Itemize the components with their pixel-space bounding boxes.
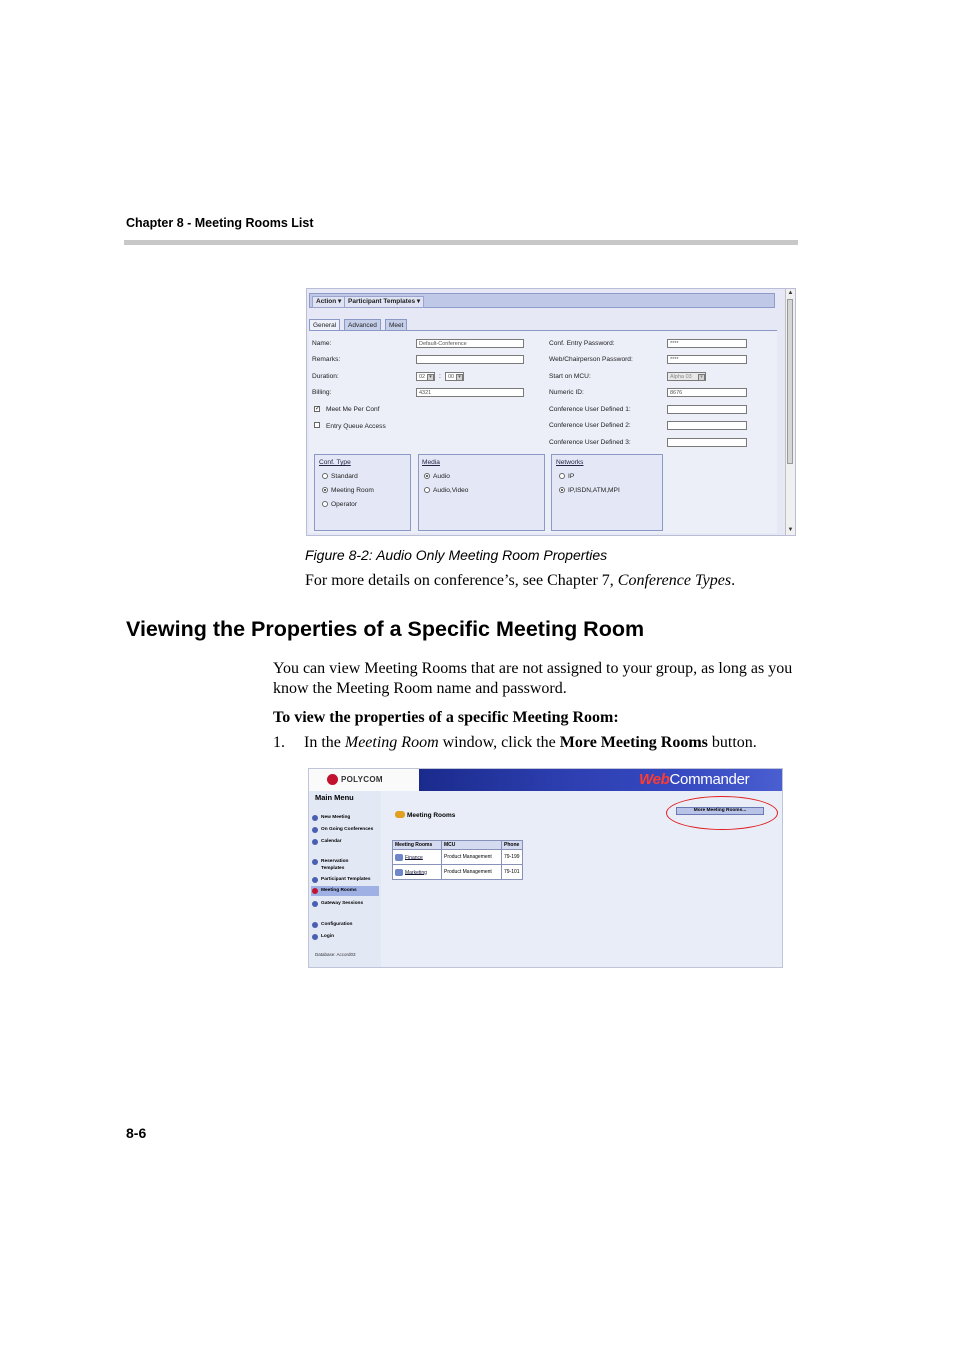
conf-type-title: Conf. Type (319, 459, 351, 466)
menu-bullet-icon (312, 934, 318, 940)
meeting-rooms-table (392, 840, 523, 880)
title-band (419, 769, 783, 791)
name-label: Name: (312, 340, 332, 347)
menu-item-new-meeting[interactable]: New Meeting (311, 813, 379, 823)
name-field[interactable]: Default-Conference (416, 339, 524, 348)
menu-bullet-icon (312, 839, 318, 845)
menu-participant-templates[interactable]: Participant Templates ▾ (344, 296, 424, 308)
page-number: 8-6 (126, 1125, 147, 1141)
polycom-logo: POLYCOM (309, 769, 419, 791)
room-link[interactable]: Marketing (405, 869, 427, 876)
menu-bullet-icon (312, 827, 318, 833)
section-paragraph: You can view Meeting Rooms that are not assigned to your group, as long as you know the Meeting Room name and password. (273, 660, 793, 697)
menu-bullet-icon (312, 888, 318, 894)
tab-general[interactable]: General (309, 319, 340, 331)
scroll-up-icon[interactable]: ▲ (787, 290, 794, 296)
media-title: Media (422, 459, 440, 466)
standard-label: Standard (331, 473, 358, 480)
scroll-down-icon[interactable]: ▼ (787, 527, 794, 533)
polycom-logo-icon (327, 774, 338, 785)
phone-cell: 79-199 (502, 850, 523, 865)
main-menu-title: Main Menu (315, 793, 354, 802)
start-on-mcu-select[interactable]: Alpha 03 ▾ (667, 372, 706, 381)
numeric-id-field[interactable]: 8676 (667, 388, 747, 397)
operator-label: Operator (331, 501, 358, 508)
figure-caption: Figure 8-2: Audio Only Meeting Room Properties (305, 547, 608, 563)
conference-properties-screenshot (306, 288, 796, 536)
duration-minutes-select[interactable]: 00 ▾ (445, 372, 464, 381)
menu-bullet-icon (312, 815, 318, 821)
meet-me-per-conf-checkbox[interactable]: ✓ (315, 406, 321, 412)
meeting-room-label: Meeting Room (331, 487, 374, 494)
menu-item-calendar[interactable]: Calendar (311, 837, 379, 847)
networks-title: Networks (556, 459, 584, 466)
menu-item-gateway-sessions[interactable]: Gateway Sessions (311, 899, 379, 909)
conf-entry-password-field[interactable]: **** (667, 339, 747, 348)
col-header-mcu: MCU (442, 841, 502, 850)
procedure-title: To view the properties of a specific Meeting Room: (273, 709, 619, 726)
header-rule (124, 240, 798, 245)
webcommander-screenshot (308, 768, 783, 968)
billing-label: Billing: (312, 389, 332, 396)
section-heading: Viewing the Properties of a Specific Meeting Room (126, 617, 645, 641)
entry-queue-access-checkbox[interactable] (314, 422, 320, 428)
chevron-down-icon: ▾ (427, 374, 434, 381)
networks-group (551, 454, 663, 531)
menu-bullet-icon (312, 901, 318, 907)
app-title: WebCommander (639, 771, 750, 788)
table-row[interactable] (393, 865, 523, 880)
ip-label: IP (568, 473, 575, 480)
menu-item-on-going-conferences[interactable]: On Going Conferences (311, 825, 379, 835)
menu-item-login[interactable]: Login (311, 932, 379, 942)
user-defined-2-label: Conference User Defined 2: (549, 422, 631, 429)
content-title: Meeting Rooms (407, 812, 456, 819)
remarks-field[interactable] (416, 355, 524, 364)
phone-cell: 79-101 (502, 865, 523, 880)
menu-bullet-icon (312, 877, 318, 883)
ip-isdn-atm-mpi-label: IP,ISDN,ATM,MPI (568, 487, 620, 494)
operator-radio[interactable] (322, 501, 328, 507)
col-header-meeting-rooms: Meeting Rooms (393, 841, 442, 850)
menu-bullet-icon (312, 922, 318, 928)
user-defined-3-label: Conference User Defined 3: (549, 439, 631, 446)
media-group (418, 454, 545, 531)
procedure-step-1: 1. In the Meeting Room window, click the More Meeting Rooms button. (273, 734, 757, 751)
menu-action[interactable]: Action ▾ (312, 296, 345, 308)
details-text: For more details on conference’s, see Chapter 7, Conference Types. (305, 572, 736, 589)
meeting-room-icon (395, 869, 403, 876)
user-defined-1-field[interactable] (667, 405, 747, 414)
duration-separator: : (439, 373, 441, 380)
remarks-label: Remarks: (312, 356, 341, 363)
menu-bullet-icon (312, 859, 318, 865)
menu-item-participant-templates[interactable]: Participant Templates (311, 875, 379, 885)
database-label: Database: Accord03 (315, 952, 356, 957)
chevron-down-icon: ▾ (698, 374, 705, 381)
tab-advanced[interactable]: Advanced (344, 319, 381, 331)
meeting-room-icon (395, 854, 403, 861)
chairperson-password-label: Web/Chairperson Password: (549, 356, 633, 363)
meeting-rooms-icon (395, 811, 405, 818)
menu-item-reservation-templates[interactable]: Reservation Templates (311, 857, 379, 873)
menu-bar (309, 293, 775, 308)
general-panel (309, 330, 777, 533)
meeting-room-radio[interactable] (322, 487, 328, 493)
mcu-cell: Product Management (442, 865, 502, 880)
chapter-link-text: Conference Types (617, 572, 732, 589)
audio-label: Audio (433, 473, 450, 480)
audio-video-radio[interactable] (424, 487, 430, 493)
entry-queue-access-label: Entry Queue Access (326, 423, 386, 430)
scroll-thumb[interactable] (787, 299, 793, 464)
more-meeting-rooms-button[interactable]: More Meeting Rooms... (676, 807, 764, 815)
chevron-down-icon: ▾ (456, 374, 463, 381)
chairperson-password-field[interactable]: **** (667, 355, 747, 364)
room-link[interactable]: Finance (405, 854, 423, 861)
user-defined-1-label: Conference User Defined 1: (549, 406, 631, 413)
start-on-mcu-label: Start on MCU: (549, 373, 591, 380)
duration-label: Duration: (312, 373, 339, 380)
vertical-scrollbar[interactable] (785, 289, 795, 535)
duration-hours-select[interactable]: 02 ▾ (416, 372, 435, 381)
mcu-cell: Product Management (442, 850, 502, 865)
chapter-header: Chapter 8 - Meeting Rooms List (126, 216, 314, 230)
numeric-id-label: Numeric ID: (549, 389, 584, 396)
tab-meet-me-per-conf[interactable]: Meet (385, 319, 407, 331)
billing-field[interactable]: 4321 (416, 388, 524, 397)
audio-video-label: Audio,Video (433, 487, 469, 494)
meet-me-per-conf-label: Meet Me Per Conf (326, 406, 380, 413)
conf-entry-password-label: Conf. Entry Password: (549, 340, 615, 347)
ip-isdn-atm-mpi-radio[interactable] (559, 487, 565, 493)
standard-radio[interactable] (322, 473, 328, 479)
banner (309, 769, 783, 791)
user-defined-2-field[interactable] (667, 421, 747, 430)
col-header-phone: Phone (502, 841, 523, 850)
audio-radio[interactable] (424, 473, 430, 479)
menu-item-meeting-rooms[interactable]: Meeting Rooms (311, 886, 379, 896)
ip-radio[interactable] (559, 473, 565, 479)
user-defined-3-field[interactable] (667, 438, 747, 447)
menu-item-configuration[interactable]: Configuration (311, 920, 379, 930)
table-row[interactable] (393, 850, 523, 865)
conf-type-group (314, 454, 411, 531)
